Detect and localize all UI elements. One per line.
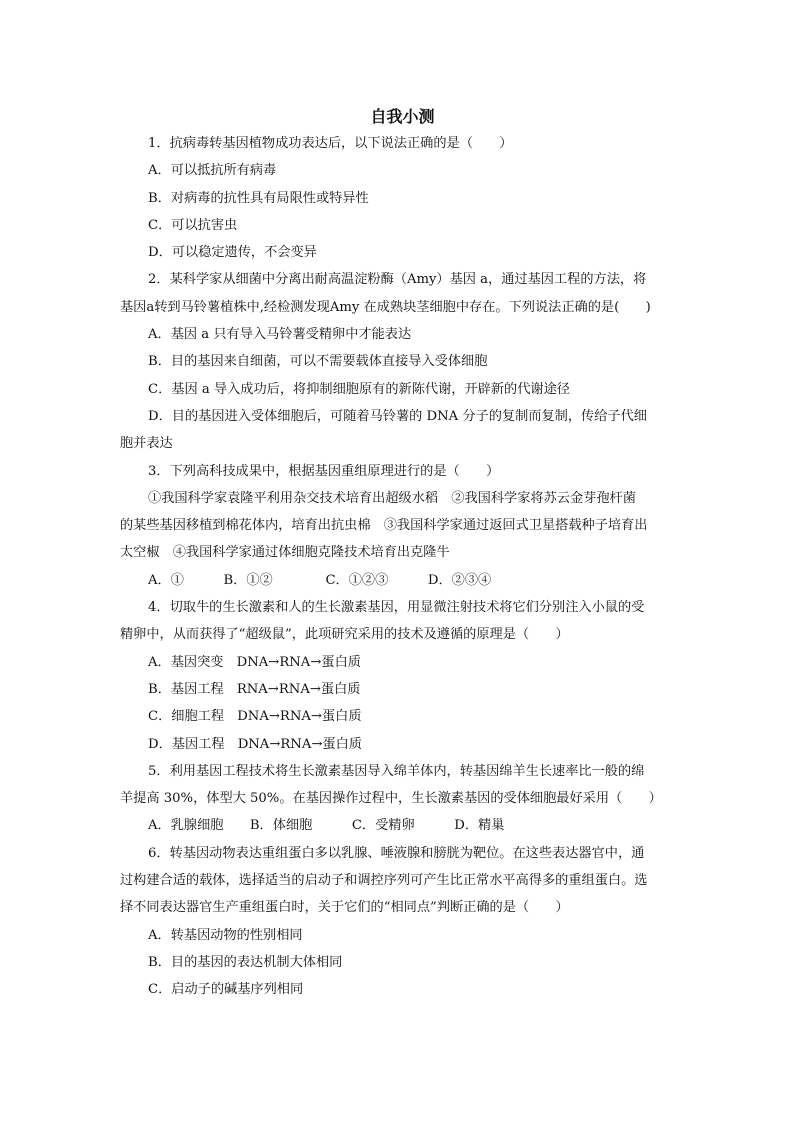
text-line: C．启动子的碱基序列相同 [148,982,304,998]
text-line: B．目的基因的表达机制大体相同 [148,954,343,970]
text-line: 择不同表达器官生产重组蛋白时，关于它们的“相同点”判断正确的是（ ） [120,900,569,916]
text-line: 精卵中，从而获得了“超级鼠”，此项研究采用的技术及遵循的原理是（ ） [120,627,569,643]
text-line: ①我国科学家袁隆平利用杂交技术培育出超级水稻 ②我国科学家将苏云金芽孢杆菌 [148,490,636,506]
text-line: B．对病毒的抗性具有局限性或特异性 [148,190,369,206]
text-line: 4．切取牛的生长激素和人的生长激素基因，用显微注射技术将它们分别注入小鼠的受 [148,600,645,616]
text-line: A．基因突变 DNA→RNA→蛋白质 [148,654,361,670]
text-line: 3．下列高科技成果中，根据基因重组原理进行的是（ ） [148,463,500,479]
text-line: A．可以抵抗所有病毒 [148,163,277,179]
text-line: C．细胞工程 DNA→RNA→蛋白质 [148,709,362,725]
text-line: B．目的基因来自细菌，可以不需要载体直接导入受体细胞 [148,354,488,370]
text-line: 的某些基因移植到棉花体内，培育出抗虫棉 ③我国科学家通过返回式卫星搭载种子培育出 [120,518,648,534]
text-line: B．基因工程 RNA→RNA→蛋白质 [148,681,361,697]
text-line: D．目的基因进入受体细胞后，可随着马铃薯的 DNA 分子的复制而复制，传给子代细 [148,408,647,424]
text-line: A．转基因动物的性别相同 [148,927,303,943]
text-line: 太空椒 ④我国科学家通过体细胞克隆技术培育出克隆牛 [120,545,450,561]
text-line: C．基因 a 导入成功后，将抑制细胞原有的新陈代谢，开辟新的代谢途径 [148,381,570,397]
text-line: 1．抗病毒转基因植物成功表达后，以下说法正确的是（ ） [148,136,513,151]
page-title: 自我小测 [370,107,435,126]
text-line: 胞并表达 [120,436,173,452]
text-line: D．可以稳定遗传，不会变异 [148,245,317,261]
text-line: 6．转基因动物表达重组蛋白多以乳腺、唾液腺和膀胱为靶位。在这些表达器官中，通 [148,845,645,861]
text-line: A．乳腺细胞 B．体细胞 C．受精卵 D．精巢 [148,818,505,834]
document-page [120,104,685,1004]
text-line: C．可以抗害虫 [148,217,238,233]
text-line: 5．利用基因工程技术将生长激素基因导入绵羊体内，转基因绵羊生长速率比一般的绵 [148,763,645,779]
text-line: A．① B．①② C．①②③ D．②③④ [148,572,492,588]
text-line: 过构建合适的载体，选择适当的启动子和调控序列可产生比正常水平高得多的重组蛋白。选 [120,873,648,889]
document-body [120,130,685,1004]
text-line: A．基因 a 只有导入马铃薯受精卵中才能表达 [148,327,412,343]
text-line: 2．某科学家从细菌中分离出耐高温淀粉酶（Amy）基因 a，通过基因工程的方法，将 [148,272,647,288]
text-line: 羊提高 30%，体型大 50%。在基因操作过程中，生长激素基因的受体细胞最好采用（ ） [120,791,662,807]
text-line: 基因a转到马铃薯植株中,经检测发现Amy 在成熟块茎细胞中存在。下列说法正确的是( ) [120,299,651,315]
text-line: D．基因工程 DNA→RNA→蛋白质 [148,736,362,752]
